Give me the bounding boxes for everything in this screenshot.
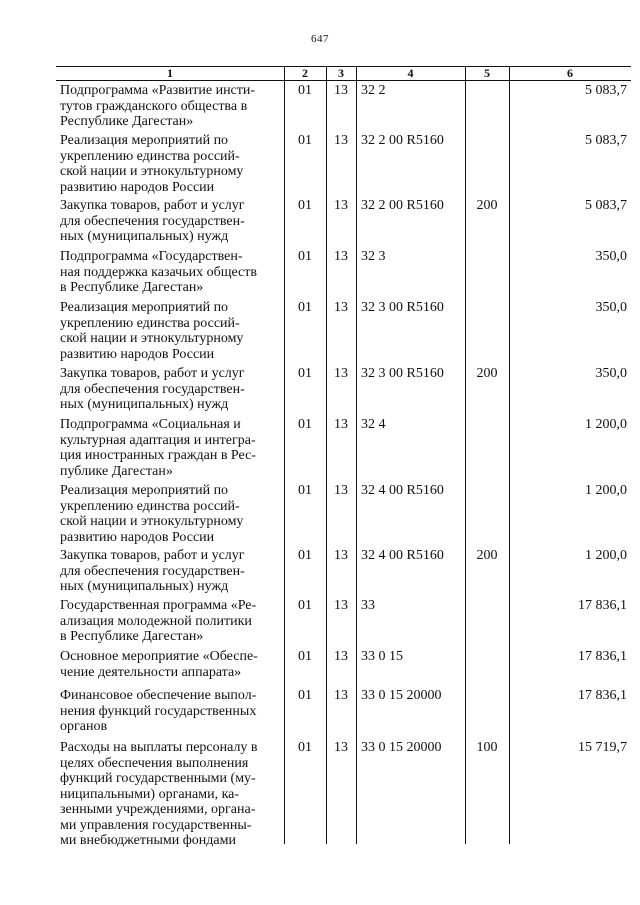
row-code-2: 01 [298, 483, 312, 498]
row-code-4: 33 0 15 20000 [361, 688, 442, 703]
row-code-4: 32 3 00 R5160 [361, 366, 444, 381]
row-name: Подпрограмма «Социальная и культурная адаптация и интегра- ция иностранных граждан в Рес- публике Дагестан» [60, 417, 256, 479]
row-code-2: 01 [298, 83, 312, 98]
row-amount: 17 836,1 [578, 598, 627, 613]
row-code-4: 32 2 [361, 83, 386, 98]
row-amount: 17 836,1 [578, 688, 627, 703]
column-divider [284, 66, 285, 844]
row-code-4: 32 3 [361, 249, 386, 264]
row-code-4: 33 0 15 20000 [361, 740, 442, 755]
row-name: Подпрограмма «Развитие инсти- тутов гражданского общества в Республике Дагестан» [60, 83, 256, 129]
row-code-3: 13 [334, 198, 348, 213]
row-code-3: 13 [334, 417, 348, 432]
header-col-1: 1 [167, 66, 173, 80]
header-col-5: 5 [484, 66, 490, 80]
row-code-2: 01 [298, 598, 312, 613]
row-amount: 350,0 [595, 249, 627, 264]
row-code-4: 32 4 [361, 417, 386, 432]
row-amount: 1 200,0 [585, 548, 627, 563]
row-code-2: 01 [298, 198, 312, 213]
row-code-3: 13 [334, 366, 348, 381]
row-name: Закупка товаров, работ и услуг для обеспечения государствен- ных (муниципальных) нужд [60, 198, 245, 244]
row-code-4: 32 4 00 R5160 [361, 548, 444, 563]
row-code-4: 33 0 15 [361, 649, 403, 664]
column-divider [465, 66, 466, 844]
header-col-4: 4 [407, 66, 414, 80]
row-name: Расходы на выплаты персоналу в целях обеспечения выполнения функций государственными (му- ниципальными) органами, ка- зенными учреждениями, органа- ми управления государственны- ми внебюджетными фондами [60, 740, 258, 848]
row-code-2: 01 [298, 300, 312, 315]
row-code-4: 33 [361, 598, 375, 613]
row-code-2: 01 [298, 133, 312, 148]
column-divider [356, 66, 357, 844]
row-code-3: 13 [334, 83, 348, 98]
row-amount: 17 836,1 [578, 649, 627, 664]
header-col-3: 3 [338, 66, 344, 80]
row-code-2: 01 [298, 548, 312, 563]
header-col-2: 2 [302, 66, 308, 80]
page-number: 647 [311, 33, 329, 45]
row-amount: 350,0 [595, 300, 627, 315]
row-code-4: 32 4 00 R5160 [361, 483, 444, 498]
row-code-3: 13 [334, 483, 348, 498]
row-name: Реализация мероприятий по укреплению единства россий- ской нации и этнокультурному развитию народов России [60, 133, 244, 195]
row-name: Основное мероприятие «Обеспе- чение деятельности аппарата» [60, 649, 258, 680]
row-code-3: 13 [334, 249, 348, 264]
row-code-4: 32 3 00 R5160 [361, 300, 444, 315]
column-divider [509, 66, 510, 844]
row-code-3: 13 [334, 133, 348, 148]
row-name: Реализация мероприятий по укреплению единства россий- ской нации и этнокультурному развитию народов России [60, 300, 244, 362]
row-code-3: 13 [334, 740, 348, 755]
header-col-6: 6 [567, 66, 573, 80]
row-amount: 5 083,7 [585, 133, 627, 148]
row-code-4: 32 2 00 R5160 [361, 198, 444, 213]
row-code-3: 13 [334, 300, 348, 315]
table-header [56, 66, 631, 81]
row-amount: 5 083,7 [585, 83, 627, 98]
row-code-3: 13 [334, 688, 348, 703]
row-name: Финансовое обеспечение выпол- нения функций государственных органов [60, 688, 257, 734]
row-amount: 1 200,0 [585, 483, 627, 498]
row-code-2: 01 [298, 417, 312, 432]
row-name: Закупка товаров, работ и услуг для обеспечения государствен- ных (муниципальных) нужд [60, 548, 245, 594]
row-amount: 1 200,0 [585, 417, 627, 432]
row-name: Государственная программа «Ре- ализация молодежной политики в Республике Дагестан» [60, 598, 257, 644]
row-code-2: 01 [298, 649, 312, 664]
budget-table [56, 66, 631, 848]
row-code-5: 200 [476, 198, 498, 213]
row-code-5: 200 [476, 548, 498, 563]
row-name: Реализация мероприятий по укреплению единства россий- ской нации и этнокультурному развитию народов России [60, 483, 244, 545]
row-name: Закупка товаров, работ и услуг для обеспечения государствен- ных (муниципальных) нужд [60, 366, 245, 412]
row-code-3: 13 [334, 598, 348, 613]
column-divider [326, 66, 327, 844]
row-code-2: 01 [298, 740, 312, 755]
row-code-2: 01 [298, 688, 312, 703]
row-code-3: 13 [334, 649, 348, 664]
row-code-5: 200 [476, 366, 498, 381]
row-code-3: 13 [334, 548, 348, 563]
row-code-5: 100 [476, 740, 498, 755]
row-name: Подпрограмма «Государствен- ная поддержка казачьих обществ в Республике Дагестан» [60, 249, 257, 295]
row-code-2: 01 [298, 249, 312, 264]
row-code-2: 01 [298, 366, 312, 381]
row-amount: 5 083,7 [585, 198, 627, 213]
row-code-4: 32 2 00 R5160 [361, 133, 444, 148]
row-amount: 15 719,7 [578, 740, 627, 755]
row-amount: 350,0 [595, 366, 627, 381]
